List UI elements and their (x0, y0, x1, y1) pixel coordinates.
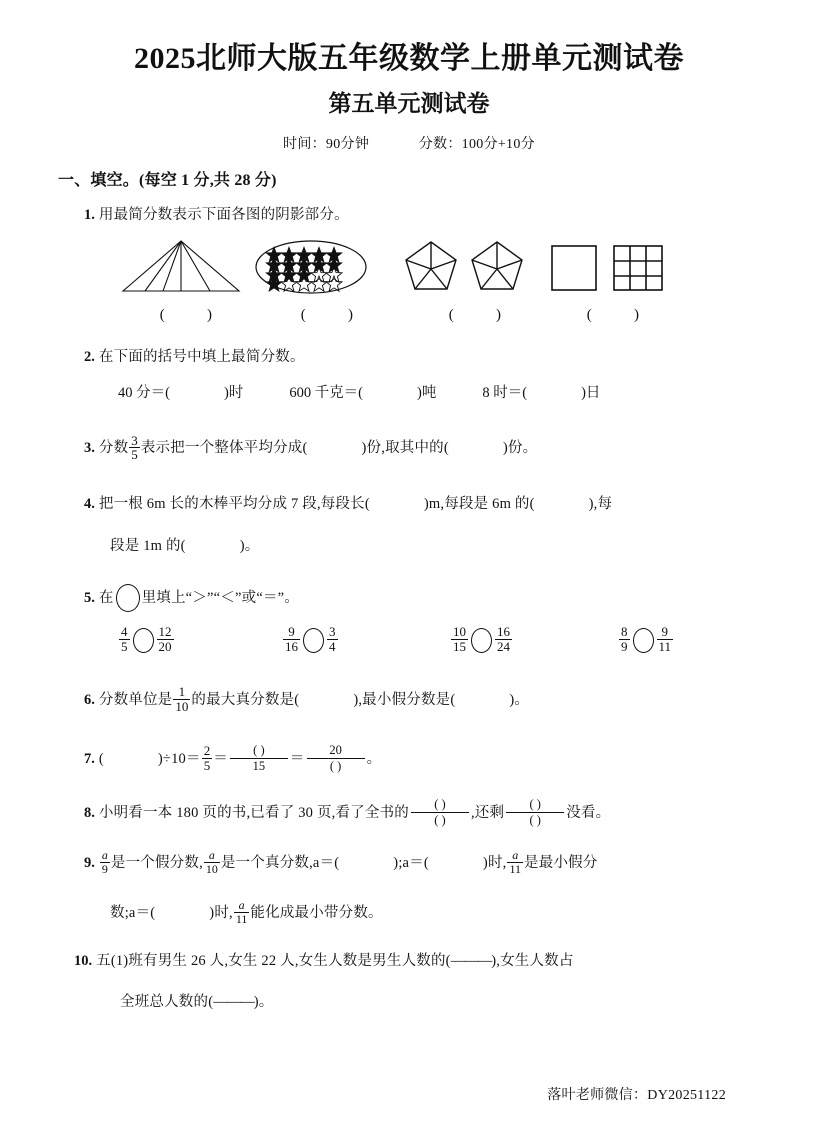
fraction-numerator: 9 (288, 623, 295, 639)
question-6-text-3: ),最小假分数是( (353, 692, 456, 709)
question-9-text-5: 是最小假分 (524, 854, 598, 871)
ellipse-stars-icon (252, 238, 370, 296)
answer-blank-2[interactable] (252, 307, 402, 324)
question-9-text-7: )时, (209, 904, 233, 921)
question-7-text-3: 。 (366, 751, 382, 768)
fraction-left-2 (283, 625, 300, 653)
fraction-numerator: 4 (121, 623, 128, 639)
question-1-figures (120, 239, 818, 301)
fraction-denominator: 11 (235, 911, 248, 926)
figure-ellipse-stars (252, 238, 402, 301)
fraction-numerator-blank[interactable]: ( ) (253, 743, 265, 758)
question-9-text-1: 是一个假分数, (110, 854, 203, 871)
paren-open: ( (586, 306, 592, 323)
question-4-number: 4. (84, 495, 95, 512)
fraction-numerator: 1 (178, 684, 186, 700)
question-4-text-4: 段是 1m 的( (110, 538, 186, 555)
fraction-blank-1[interactable] (411, 797, 469, 827)
fraction-right-3 (495, 625, 512, 653)
fraction-numerator: 9 (661, 623, 669, 639)
question-10-number: 10. (74, 953, 93, 970)
comparison-pair-1 (118, 623, 282, 654)
paren-close: ) (496, 306, 502, 323)
section-heading-fill-in-blank: 一、填空。(每空 1 分,共 28 分) (58, 172, 277, 190)
question-4-text-1: 把一根 6m 长的木棒平均分成 7 段,每段长( (98, 495, 370, 512)
question-10-text-3: 全班总人数的( (120, 993, 214, 1010)
fraction-denominator: 9 (101, 861, 108, 876)
question-3 (84, 432, 818, 463)
question-8-number: 8. (84, 804, 95, 821)
q2-item-2-left: 600 千克＝( (289, 385, 364, 402)
comparison-circle-4[interactable] (633, 628, 654, 653)
q2-item-2-right: )吨 (417, 385, 437, 402)
fraction-a-over-11-a (507, 849, 523, 875)
comparison-circle-3[interactable] (471, 628, 492, 653)
question-4-cont (110, 539, 818, 554)
comparison-pair-3 (450, 623, 618, 654)
q10-blank-2[interactable]: ——— (213, 993, 254, 1010)
question-5-number: 5. (84, 589, 95, 606)
comparison-circle-example[interactable] (116, 584, 140, 612)
question-2-number: 2. (84, 348, 95, 365)
question-6-text-1: 分数单位是 (98, 692, 173, 709)
fraction-blank-2[interactable] (506, 797, 564, 827)
answer-blank-1[interactable] (120, 307, 252, 324)
fraction-20-over-blank[interactable] (307, 743, 365, 773)
paren-close: ) (634, 306, 640, 323)
score-label: 分数：100分+10分 (418, 137, 535, 153)
question-10-text-2: ),女生人数占 (491, 953, 574, 970)
question-7-number: 7. (84, 751, 95, 768)
fraction-1-over-10 (173, 685, 190, 713)
question-4-text-2: )m,每段是 6m 的( (423, 495, 535, 512)
time-label: 时间：90分钟 (283, 137, 370, 153)
question-9-number: 9. (84, 854, 95, 871)
question-9-cont (110, 900, 818, 926)
fraction-denominator-blank[interactable]: ( ) (506, 812, 564, 827)
question-5-comparisons (118, 623, 818, 654)
question-2 (84, 350, 818, 365)
paren-open: ( (300, 306, 306, 323)
answer-blank-3[interactable] (402, 307, 548, 324)
question-9-text-8: 能化成最小带分数。 (250, 904, 383, 921)
question-2-items (118, 386, 818, 401)
fraction-2-over-5 (202, 744, 213, 772)
fraction-denominator: 5 (203, 757, 211, 773)
fraction-numerator: 20 (329, 743, 342, 758)
fraction-denominator-blank[interactable]: ( ) (307, 758, 365, 773)
question-1 (84, 208, 818, 223)
question-7-text-1: ( (98, 751, 104, 768)
comparison-circle-1[interactable] (133, 628, 154, 653)
fraction-numerator: 3 (329, 623, 336, 639)
fraction-left-3 (451, 625, 468, 653)
figure-square-and-grid (548, 238, 678, 301)
question-10 (74, 954, 818, 969)
question-8-text-3: 没看。 (566, 804, 611, 821)
fraction-denominator: 15 (230, 758, 288, 773)
fraction-3-over-5 (129, 434, 140, 462)
fraction-denominator: 5 (131, 447, 138, 463)
fraction-denominator: 5 (121, 638, 128, 654)
question-4-text-5: )。 (239, 538, 260, 555)
fraction-left-1 (119, 625, 130, 653)
exam-meta (0, 117, 818, 153)
question-5 (84, 584, 818, 612)
comparison-pair-4 (618, 623, 674, 654)
question-6-text-4: )。 (509, 692, 530, 709)
question-1-answer-blanks (120, 307, 818, 324)
page-title: 2025北师大版五年级数学上册单元测试卷 (134, 42, 684, 75)
question-5-text-2: 里填上“＞”“＜”或“＝”。 (141, 589, 299, 606)
fraction-numerator: a (208, 847, 215, 862)
fraction-numerator-blank[interactable]: ( ) (529, 797, 541, 812)
fraction-right-4 (657, 625, 674, 653)
question-10-text-4: )。 (253, 993, 274, 1010)
paren-close: ) (207, 306, 213, 323)
question-6-text-2: 的最大真分数是( (191, 692, 300, 709)
square-and-3x3-grid-icon (548, 238, 668, 296)
paren-open: ( (448, 306, 454, 323)
question-10-cont (120, 995, 818, 1010)
fraction-denominator-blank[interactable]: ( ) (411, 812, 469, 827)
fraction-denominator: 16 (285, 638, 298, 654)
question-3-text-2: 表示把一个整体平均分成( (140, 440, 308, 457)
question-3-text-3: )份,取其中的( (361, 440, 449, 457)
footer-watermark: 落叶老师微信：DY20251122 (547, 1088, 726, 1103)
fraction-numerator: 8 (621, 623, 628, 639)
fraction-blank-over-15[interactable] (230, 743, 288, 773)
q2-item-1-right: )时 (223, 385, 244, 402)
q2-item-3-right: )日 (581, 385, 601, 402)
question-6 (84, 686, 818, 714)
question-6-number: 6. (84, 692, 95, 709)
fraction-numerator: 10 (453, 623, 466, 639)
question-3-text-1: 分数 (98, 440, 129, 457)
q10-blank-1[interactable]: ——— (450, 953, 492, 970)
paren-close: ) (348, 306, 354, 323)
answer-blank-4[interactable] (548, 307, 678, 324)
question-9 (84, 847, 818, 876)
question-8 (84, 798, 818, 828)
comparison-circle-2[interactable] (303, 628, 324, 653)
fraction-a-over-9 (100, 849, 110, 875)
question-7-equals-2: ＝ (289, 751, 305, 768)
question-3-text-4: )份。 (502, 440, 538, 457)
q2-item-1-left: 40 分＝( (118, 385, 170, 402)
question-10-text-1: 五(1)班有男生 26 人,女生 22 人,女生人数是男生人数的( (96, 953, 451, 970)
question-1-number: 1. (84, 207, 95, 224)
fraction-denominator: 11 (509, 861, 522, 876)
question-9-text-6: 数;a＝( (110, 904, 156, 921)
fraction-numerator: a (238, 898, 245, 913)
fraction-denominator: 10 (175, 698, 189, 714)
fraction-denominator: 11 (658, 638, 672, 654)
fraction-numerator-blank[interactable]: ( ) (434, 797, 446, 812)
fraction-denominator: 15 (453, 638, 466, 654)
question-9-text-4: )时, (482, 854, 507, 871)
fraction-denominator: 20 (158, 638, 172, 654)
fraction-numerator: a (512, 847, 519, 862)
fraction-numerator: 3 (131, 432, 138, 448)
question-8-text-1: 小明看一本 180 页的书,已看了 30 页,看了全书的 (98, 804, 409, 821)
question-5-text-1: 在 (98, 589, 114, 606)
question-7-equals-1: ＝ (213, 751, 228, 768)
question-7-text-2: )÷10＝ (157, 751, 201, 768)
question-4-text-3: ),每 (588, 495, 613, 512)
question-2-text: 在下面的括号中填上最简分数。 (98, 348, 305, 365)
question-8-text-2: ,还剩 (470, 804, 505, 821)
page-subtitle: 第五单元测试卷 (328, 90, 490, 116)
figure-pentagons (402, 238, 548, 301)
fraction-denominator: 24 (497, 638, 510, 654)
figure-triangle-divided (120, 238, 252, 301)
fraction-denominator: 10 (205, 861, 218, 876)
question-7 (84, 744, 818, 774)
question-9-text-3: );a＝( (393, 854, 429, 871)
comparison-pair-2 (282, 623, 450, 654)
fraction-numerator: a (101, 847, 108, 862)
question-1-text: 用最简分数表示下面各图的阴影部分。 (98, 207, 349, 224)
question-3-number: 3. (84, 440, 95, 457)
fraction-numerator: 16 (497, 623, 510, 639)
fraction-a-over-10 (204, 849, 220, 875)
fraction-denominator: 4 (329, 638, 336, 654)
fraction-right-2 (327, 625, 338, 653)
question-4 (84, 497, 818, 512)
fraction-numerator: 2 (203, 743, 211, 759)
triangle-divided-5-icon (120, 238, 242, 296)
paren-open: ( (159, 306, 165, 323)
fraction-left-4 (619, 625, 630, 653)
fraction-a-over-11-b (234, 899, 250, 925)
fraction-right-1 (157, 625, 174, 653)
pentagon-pair-divided-5-icon (402, 238, 530, 296)
q2-item-3-left: 8 时＝( (482, 385, 528, 402)
question-9-text-2: 是一个真分数,a＝( (220, 854, 340, 871)
fraction-denominator: 9 (621, 638, 628, 654)
fraction-numerator: 12 (158, 623, 172, 639)
